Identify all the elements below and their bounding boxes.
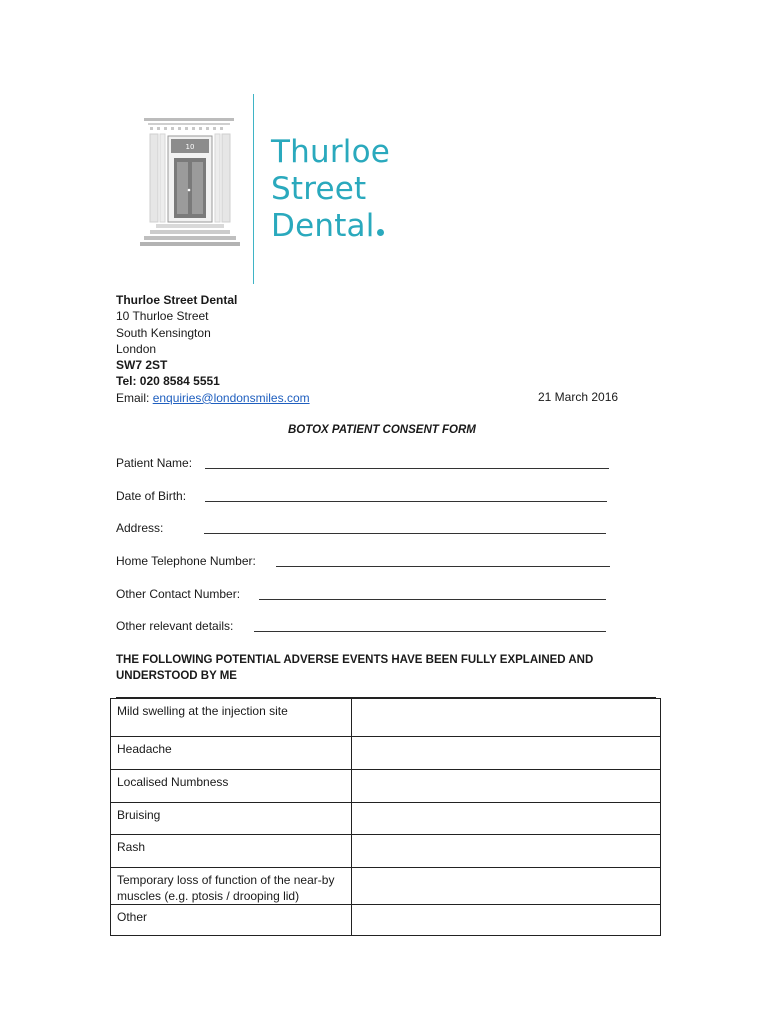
table-row [111,737,661,770]
event-acknowledgement-cell[interactable] [352,699,661,737]
field-address [116,521,163,535]
event-label: Mild swelling at the injection site [111,699,352,737]
logo-divider [253,94,254,284]
date-of-birth-input[interactable] [205,489,607,502]
table-row [111,699,661,737]
adverse-events-table [110,698,661,936]
address-city: London [116,341,157,356]
event-label: Headache [111,737,352,770]
field-label: Home Telephone Number: [116,554,256,568]
address-telephone: Tel: 020 8584 5551 [116,374,220,389]
field-label: Patient Name: [116,456,193,470]
logo-line-3: Dental [271,208,390,245]
letter-date: 21 March 2016 [538,390,619,404]
logo-wordmark [271,134,390,245]
form-title: BOTOX PATIENT CONSENT FORM [288,424,476,436]
practice-name: Thurloe Street Dental [116,293,238,307]
table-row [111,803,661,835]
table-row [111,905,661,936]
field-label: Other Contact Number: [116,587,241,601]
logo-door-illustration [138,116,242,256]
logo-line-1: Thurloe [271,134,391,170]
event-label: Bruising [111,803,352,835]
address-area: South Kensington [116,325,211,340]
event-acknowledgement-cell[interactable] [352,803,661,835]
event-label: Localised Numbness [111,770,352,803]
field-other-details [116,619,233,633]
door-number: 10 [185,143,195,151]
address-email-row [116,390,310,406]
adverse-events-heading: THE FOLLOWING POTENTIAL ADVERSE EVENTS HAVE BEEN FULLY EXPLAINED AND UNDERSTOOD BY ME [116,654,594,682]
address-input[interactable] [204,521,606,534]
email-label: Email: [116,390,153,405]
event-acknowledgement-cell[interactable] [352,770,661,803]
logo-line-2: Street [271,171,367,207]
logo-dot-icon [377,229,384,236]
event-acknowledgement-cell[interactable] [352,737,661,770]
event-label: Rash [111,835,352,868]
field-label: Date of Birth: [116,489,187,503]
table-row [111,835,661,868]
practice-address [116,292,310,406]
field-home-telephone [116,554,256,568]
event-acknowledgement-cell[interactable] [352,835,661,868]
other-details-input[interactable] [254,619,606,632]
other-contact-input[interactable] [259,587,606,600]
event-acknowledgement-cell[interactable] [352,905,661,936]
field-label: Other relevant details: [116,619,234,633]
field-date-of-birth [116,489,186,503]
address-postcode: SW7 2ST [116,358,168,373]
field-other-contact [116,587,240,601]
address-street: 10 Thurloe Street [116,309,209,324]
home-telephone-input[interactable] [276,554,610,567]
email-link[interactable]: enquiries@londonsmiles.com [152,390,310,405]
table-row [111,770,661,803]
table-row [111,868,661,905]
field-label: Address: [116,521,164,535]
field-patient-name [116,456,192,470]
event-label: Other [111,905,352,936]
event-acknowledgement-cell[interactable] [352,868,661,905]
event-label: Temporary loss of function of the near-by muscles (e.g. ptosis / drooping lid) [111,868,352,905]
patient-name-input[interactable] [205,456,609,469]
